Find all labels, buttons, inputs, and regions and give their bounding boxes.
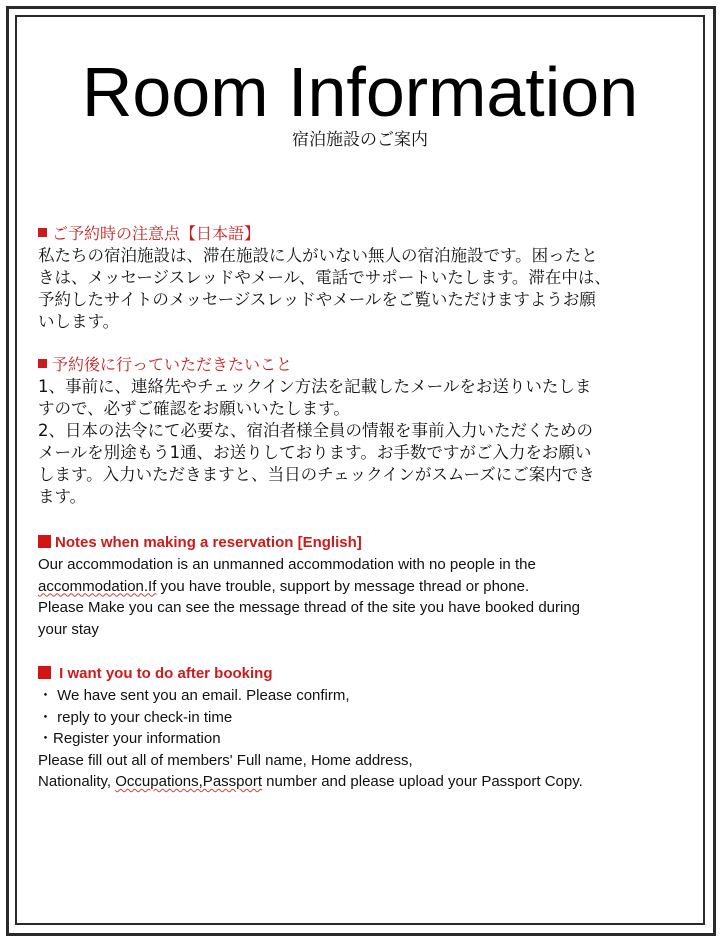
- section-heading: ご予約時の注意点【日本語】: [38, 223, 688, 245]
- spellcheck-flagged-word: Occupations,Passport: [115, 773, 263, 790]
- spellcheck-flagged-word: accommodation.If: [38, 577, 157, 595]
- red-square-bullet-icon: [38, 535, 51, 548]
- section-line: Please Make you can see the message thread of the site you have booked during: [38, 599, 581, 616]
- red-square-bullet-icon: [38, 228, 47, 237]
- section-line: いします。: [38, 312, 120, 331]
- red-square-bullet-icon: [38, 666, 51, 679]
- section-line: 1、事前に、連絡先やチェックイン方法を記載したメールをお送りいたしま: [38, 377, 592, 396]
- section-line: accommodation.If you have trouble, support by message thread or phone.: [38, 577, 530, 595]
- section-heading: I want you to do after booking: [38, 663, 688, 685]
- section-line: Our accommodation is an unmanned accommodation with no people in the: [38, 556, 536, 573]
- section-line: ます。: [38, 487, 87, 506]
- section-line: 2、日本の法令にて必要な、宿泊者様全員の情報を事前入力いただくための: [38, 421, 593, 440]
- page-subtitle: 宿泊施設のご案内: [292, 130, 428, 150]
- page-title: Room Information: [81, 53, 639, 131]
- red-square-bullet-icon: [38, 359, 47, 368]
- bullet-item: ・Register your information: [38, 730, 221, 747]
- section-line: すので、必ずご確認をお願いいたします。: [38, 399, 350, 418]
- section-after-booking-jp: [38, 354, 688, 508]
- section-reservation-notes-en: [38, 532, 688, 640]
- section-line: 予約したサイトのメッセージスレッドやメールをご覧いただけますようお願: [38, 290, 596, 309]
- section-heading: 予約後に行っていただきたいこと: [38, 354, 688, 376]
- section-line: Nationality, Occupations,Passport number and please upload your Passport Copy.: [38, 773, 583, 790]
- bullet-item: ・ reply to your check-in time: [38, 708, 233, 726]
- section-line: Please fill out all of members' Full name, Home address,: [38, 751, 413, 769]
- section-line: メールを別途もう1通、お送りしております。お手数ですがご入力をお願い: [38, 443, 592, 462]
- section-reservation-notes-jp: [38, 223, 688, 333]
- section-line: きは、メッセージスレッドやメール、電話でサポートいたします。滞在中は、: [38, 268, 611, 287]
- section-after-booking-en: [38, 663, 688, 793]
- bullet-item: ・ We have sent you an email. Please confirm,: [38, 687, 350, 704]
- section-heading: Notes when making a reservation [English]: [38, 532, 688, 554]
- section-line: します。入力いただきますと、当日のチェックインがスムーズにご案内でき: [38, 465, 595, 484]
- section-line: your stay: [38, 620, 99, 638]
- section-line: 私たちの宿泊施設は、滞在施設に人がいない無人の宿泊施設です。困ったと: [38, 246, 598, 265]
